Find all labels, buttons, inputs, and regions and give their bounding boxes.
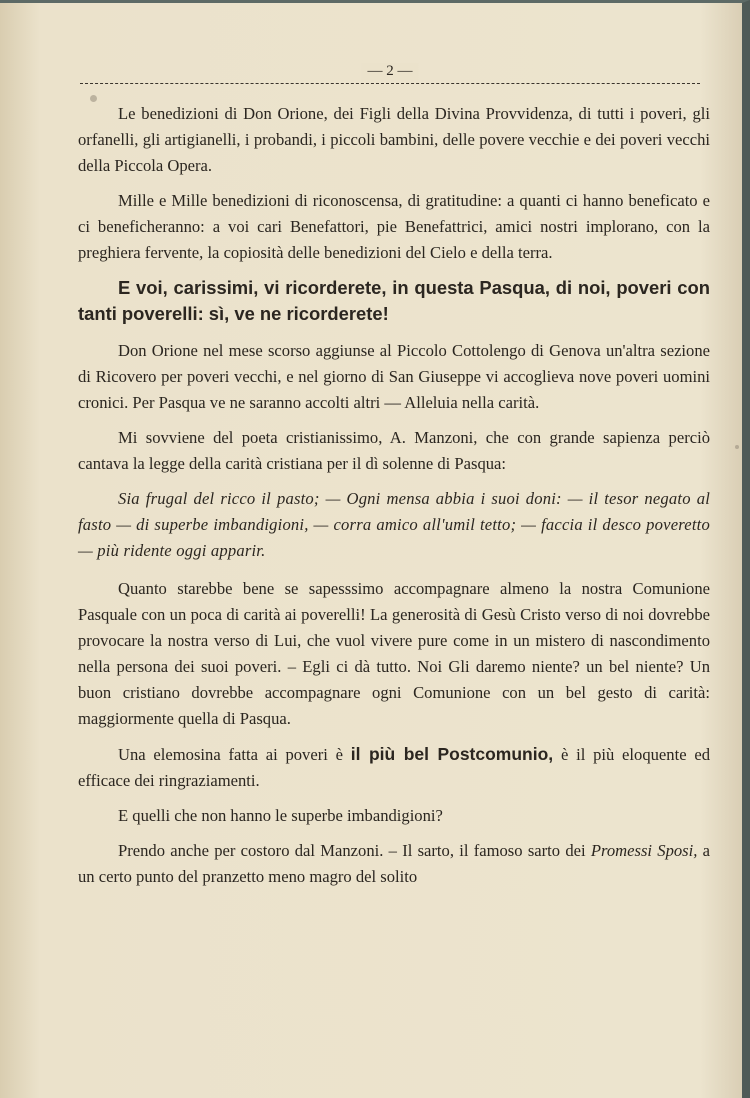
paragraph-don-orione: Don Orione nel mese scorso aggiunse al Piccolo Cottolengo di Genova un'altra sezione di Ricovero per poveri vecchi, e nel giorno di San Giuseppe vi accoglieva nove poveri uomini cronici. Per Pasqua ve ne saranno accolti altri — Alleluia nella carità. (78, 341, 710, 412)
alms-text-end: è il più eloquente ed efficace dei ringraziamenti. (78, 745, 710, 790)
tailor-text-end: a un certo punto del pranzetto meno magro del solito (78, 841, 711, 886)
paragraph-appeal: E voi, carissimi, vi ricorderete, in questa Pasqua, di noi, poveri con tanti poverelli: sì, ve ne ricorderete! (78, 277, 710, 324)
ink-smudge (735, 445, 739, 449)
paragraph-manzoni: Mi sovviene del poeta cristianissimo, A. Manzoni, che con grande sapienza perciò cantava la legge della carità cristiana per il dì solenne di Pasqua: (78, 428, 710, 473)
paragraph-communion: Quanto starebbe bene se sapesssimo accompagnare almeno la nostra Comunione Pasquale con un poca di carità ai poverelli! La generosità di Gesù Cristo verso di noi dovrebbe provocare la nostra verso di Lui, che vuol vivere pure come in un mistero di nascondimento nella persona dei suoi poveri. – Egli ci dà tutto. Noi Gli daremo niente? un bel niente? Un buon cristiano dovrebbe accompagnare ogni Comunione con un bel gesto di carità: maggiormente quella di Pasqua. (78, 579, 710, 728)
page-header (80, 59, 700, 84)
tailor-text-italic: Promessi Sposi, (590, 841, 698, 860)
page-body (78, 101, 710, 899)
page-number: — 2 — (362, 63, 419, 80)
alms-text-bold: il più bel Postcomunio, (350, 744, 554, 764)
paragraph-tailor (78, 838, 710, 890)
paragraph-alms (78, 741, 710, 794)
paragraph-question: E quelli che non hanno le superbe imbandigioni? (118, 806, 443, 825)
paragraph-blessings: Le benedizioni di Don Orione, dei Figli della Divina Provvidenza, di tutti i poveri, gli orfanelli, gli artigianelli, i probandi, i piccoli bambini, delle povere vecchie e dei poveri vecchi della Piccola Opera. (78, 104, 710, 175)
paragraph-gratitude: Mille e Mille benedizioni di riconoscensa, di gratitudine: a quanti ci hanno beneficato e ci beneficheranno: a voi cari Benefattori, pie Benefattrici, amici nostri implorano, con la preghiera fervente, la copiosità delle benedizioni del Cielo e della terra. (78, 191, 710, 262)
alms-text-start: Una elemosina fatta ai poveri è (118, 745, 343, 764)
paragraph-verse: Sia frugal del ricco il pasto; — Ogni mensa abbia i suoi doni: — il tesor negato al fasto — di superbe imbandigioni, — corra amico all'umil tetto; — faccia il desco poveretto — più ridente oggi apparir. (78, 489, 710, 560)
tailor-text-start: Prendo anche per costoro dal Manzoni. – Il sarto, il famoso sarto dei (118, 841, 586, 860)
